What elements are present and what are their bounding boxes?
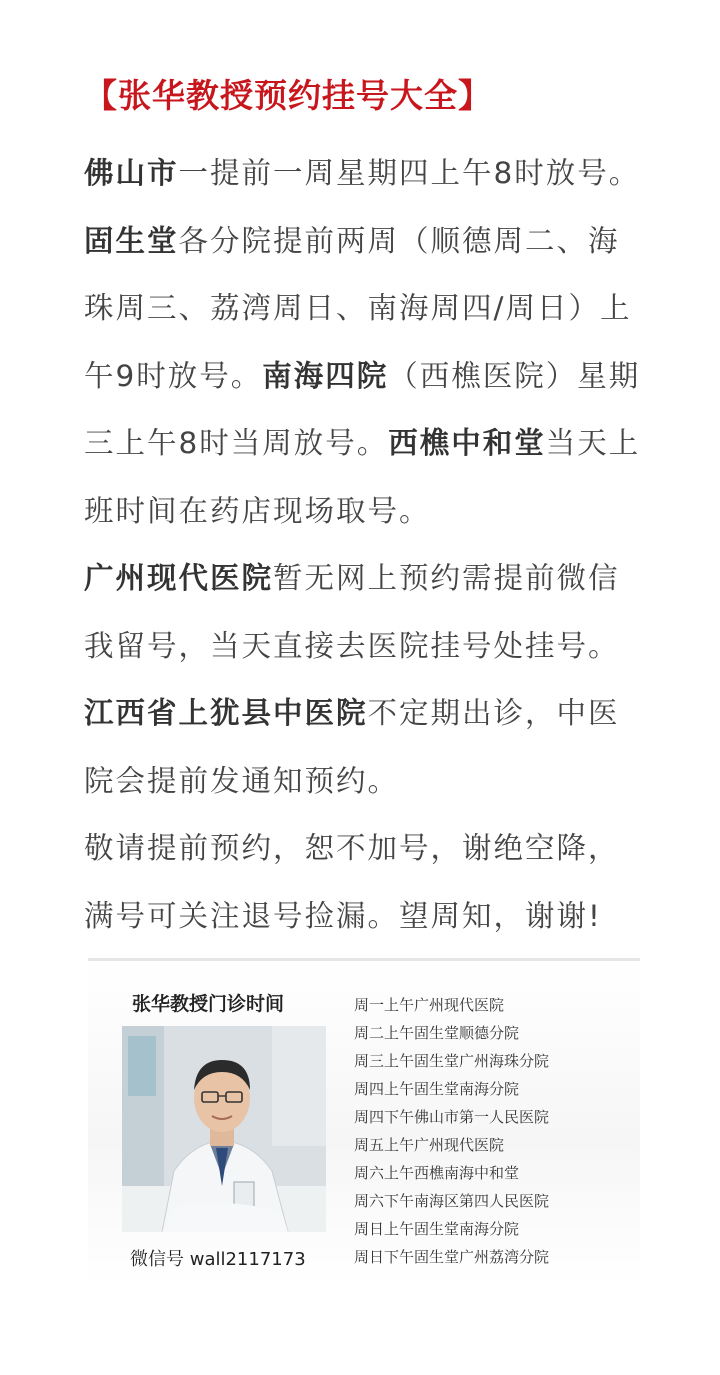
paragraph-text: 暂无网上预约需提前微信我留号，当天直接去医院挂号处挂号。 (84, 561, 620, 663)
card-title: 张华教授门诊时间 (132, 993, 285, 1015)
schedule-item: 周五上午广州现代医院 (354, 1136, 505, 1154)
schedule-item: 周四上午固生堂南海分院 (354, 1080, 520, 1098)
schedule-item: 周日上午固生堂南海分院 (354, 1220, 520, 1238)
article-body (84, 140, 644, 950)
schedule-item: 周三上午固生堂广州海珠分院 (354, 1052, 550, 1070)
paragraph-schedule-rules (84, 140, 644, 545)
paragraph-notice (84, 815, 644, 950)
hospital-name-foshan: 佛山市 (84, 156, 179, 190)
schedule-item: 周日下午固生堂广州荔湾分院 (354, 1248, 550, 1266)
paragraph-text: 各分院提前两周（顺德周二、海珠周三、荔湾周日、南海周四/周日）上午9时放号。 (84, 223, 632, 393)
paragraph-text: 一提前一周星期四上午8时放号。 (178, 156, 641, 190)
hospital-name-nanhai-fourth: 南海四院 (262, 358, 389, 393)
paragraph-guangzhou (84, 545, 644, 680)
hospital-name-jiangxi: 江西省上犹县中医院 (84, 696, 368, 730)
wechat-id: 微信号 wall2117173 (130, 1249, 306, 1270)
page-title: 【张华教授预约挂号大全】 (84, 76, 492, 115)
hospital-name-gushengtang: 固生堂 (84, 223, 179, 258)
hospital-name-xiqiao-zhonghetang: 西樵中和堂 (388, 426, 546, 460)
paragraph-text: 不定期出诊，中医院会提前发通知预约。 (84, 696, 620, 798)
paragraph-jiangxi (84, 680, 644, 815)
doctor-portrait-icon (122, 1026, 326, 1232)
schedule-item: 周二上午固生堂顺德分院 (354, 1024, 520, 1042)
paragraph-text: 敬请提前预约，恕不加号，谢绝空降，满号可关注退号捡漏。望周知，谢谢! (84, 831, 620, 933)
schedule-item: 周六下午南海区第四人民医院 (354, 1192, 550, 1210)
clinic-schedule-card (88, 958, 640, 1286)
doctor-photo (122, 1026, 326, 1232)
schedule-item: 周一上午广州现代医院 (354, 996, 505, 1014)
schedule-item: 周四下午佛山市第一人民医院 (354, 1108, 550, 1126)
paragraph-text: （西樵医院）星期三上午8时当周放号。 (84, 358, 641, 460)
schedule-list (354, 991, 549, 1271)
hospital-name-guangzhou-modern: 广州现代医院 (84, 561, 274, 595)
paragraph-text: 当天上班时间在药店现场取号。 (84, 426, 641, 528)
schedule-item: 周六上午西樵南海中和堂 (354, 1164, 520, 1182)
